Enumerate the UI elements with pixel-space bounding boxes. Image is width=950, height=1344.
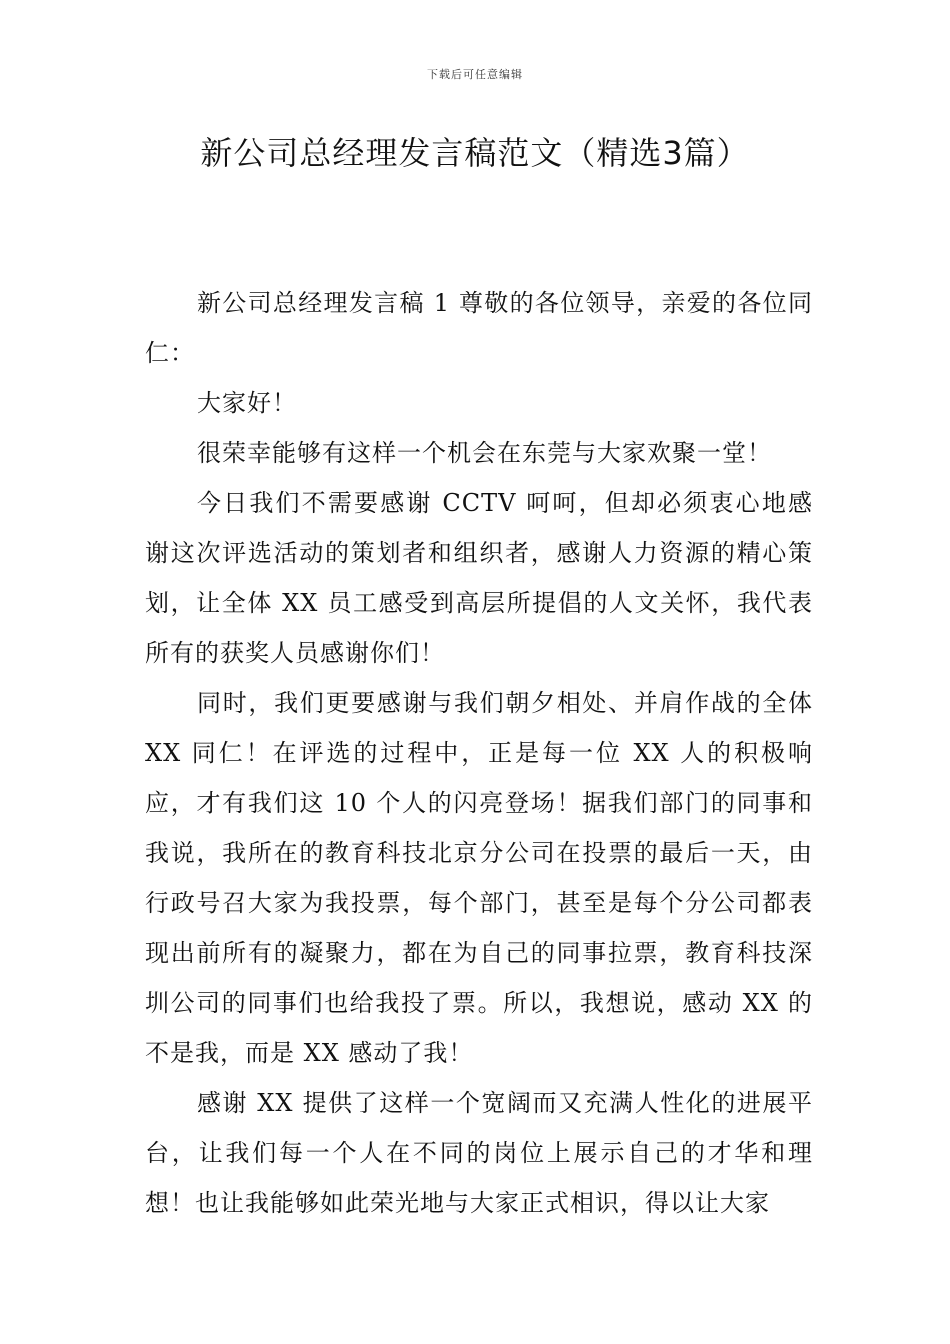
page-header-note: 下载后可任意编辑 [427,68,523,81]
body-paragraph: 今日我们不需要感谢 CCTV 呵呵，但却必须衷心地感谢这次评选活动的策划者和组织者，感谢人力资源的精心策划，让全体 XX 员工感受到高层所提倡的人文关怀，我代表所有的获奖人员感谢你们！ [145,489,813,667]
body-paragraph: 感谢 XX 提供了这样一个宽阔而又充满人性化的进展平台，让我们每一个人在不同的岗位上展示自己的才华和理想！也让我能够如此荣光地与大家正式相识，得以让大家 [145,1089,813,1217]
document-title: 新公司总经理发言稿范文（精选3篇） [200,134,750,172]
body-paragraph: 大家好！ [197,389,297,417]
body-paragraph: 很荣幸能够有这样一个机会在东莞与大家欢聚一堂！ [197,439,772,467]
body-paragraph: 新公司总经理发言稿 1 尊敬的各位领导，亲爱的各位同仁： [145,289,813,367]
body-paragraph: 同时，我们更要感谢与我们朝夕相处、并肩作战的全体 XX 同仁！在评选的过程中，正是每一位 XX 人的积极响应，才有我们这 10 个人的闪亮登场！据我们部门的同事和我说，我所在的教育科技北京分公司在投票的最后一天，由行政号召大家为我投票，每个部门，甚至是每个分公司都表现出前所有的凝聚力，都在为自己的同事拉票，教育科技深圳公司的同事们也给我投了票。所以，我想说，感动 XX 的不是我，而是 XX 感动了我！ [145,689,813,1067]
document-body [145,278,813,1228]
